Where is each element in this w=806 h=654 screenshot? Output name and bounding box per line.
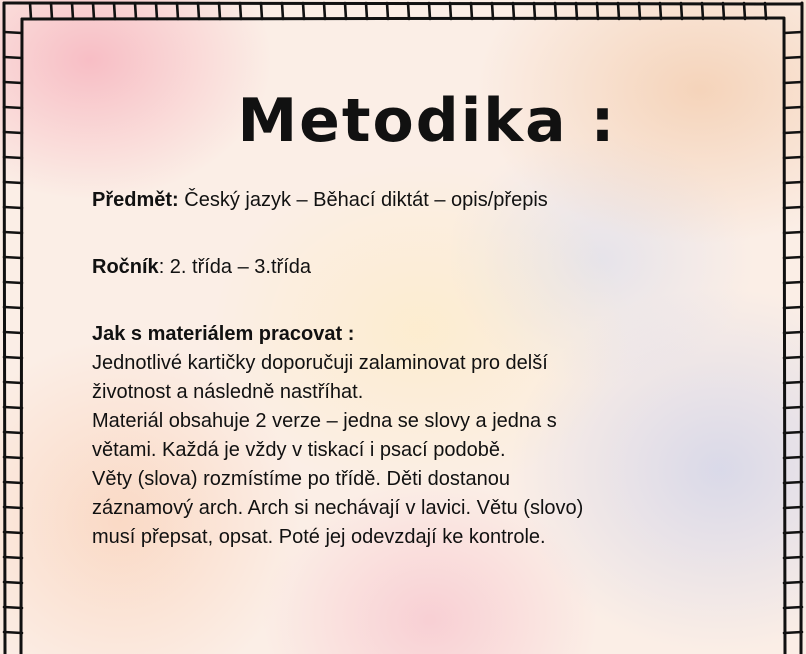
instructions-section	[92, 320, 732, 552]
grade-value: : 2. třída – 3.třída	[158, 256, 311, 278]
page-title: Metodika :	[237, 86, 617, 156]
grade-field	[92, 253, 732, 282]
grade-label: Ročník	[92, 256, 159, 278]
subject-value: Český jazyk – Běhací diktát – opis/přepis	[178, 189, 548, 211]
document-content	[92, 82, 732, 552]
instructions-line: životnost a následně nastříhat.	[92, 381, 364, 403]
instructions-line: větami. Každá je vždy v tiskací i psací podobě.	[92, 439, 506, 461]
instructions-line: Jednotlivé kartičky doporučuji zalaminovat pro delší	[92, 352, 548, 374]
instructions-line: záznamový arch. Arch si nechávají v lavici. Větu (slovo)	[92, 497, 584, 519]
instructions-heading: Jak s materiálem pracovat :	[92, 323, 355, 345]
instructions-line: musí přepsat, opsat. Poté jej odevzdají ke kontrole.	[92, 526, 546, 548]
instructions-line: Věty (slova) rozmístíme po třídě. Děti dostanou	[92, 468, 510, 490]
subject-label: Předmět:	[92, 189, 179, 211]
subject-field	[92, 186, 732, 215]
instructions-line: Materiál obsahuje 2 verze – jedna se slovy a jedna s	[92, 410, 557, 432]
